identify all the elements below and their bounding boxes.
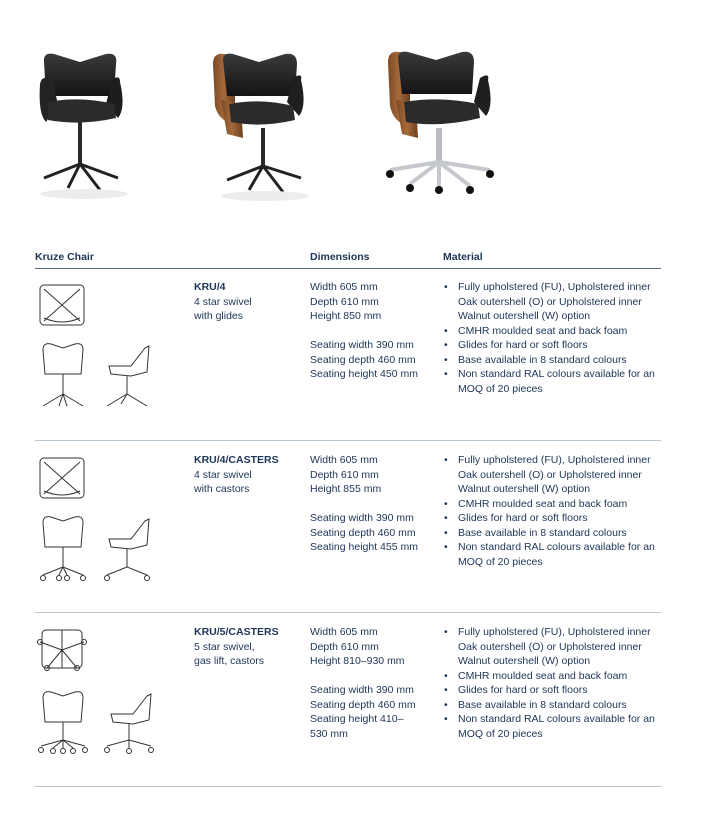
row-2-material-item: • Glides for hard or soft floors bbox=[443, 511, 665, 526]
row-2-seat-height: Seating height 455 mm bbox=[310, 541, 418, 553]
row-3-material-item: • Fully upholstered (FU), Upholstered inner Oak outershell (O) or Upholstered inner Walnut outershell (W) option bbox=[443, 625, 665, 669]
row-1-material-item: • Non standard RAL colours available for an MOQ of 20 pieces bbox=[443, 367, 665, 396]
row-2-dimensions bbox=[310, 453, 435, 555]
row-1-seat-depth: Seating depth 460 mm bbox=[310, 353, 416, 366]
row-3-desc-2: gas lift, castors bbox=[194, 655, 265, 667]
row-1-depth: Depth 610 mm bbox=[310, 295, 379, 308]
row-1-material-item: • Glides for hard or soft floors bbox=[443, 338, 665, 353]
row-3-rule bbox=[35, 786, 661, 787]
row-2-material-item: • Fully upholstered (FU), Upholstered inner Oak outershell (O) or Upholstered inner Walnut outershell (W) option bbox=[443, 453, 665, 497]
row-3-dimensions bbox=[310, 625, 435, 741]
row-1-rule bbox=[35, 440, 661, 441]
row-2-code: KRU/4/CASTERS bbox=[194, 454, 279, 466]
row-1-code: KRU/4 bbox=[194, 281, 226, 293]
row-3-seat-height-cont: 530 mm bbox=[310, 727, 348, 740]
row-1-material-item: • Base available in 8 standard colours bbox=[443, 353, 665, 368]
row-2-desc-1: 4 star swivel bbox=[194, 468, 252, 481]
row-2-width: Width 605 mm bbox=[310, 454, 378, 466]
row-3-desc-1: 5 star swivel, bbox=[194, 640, 255, 653]
header-material: Material bbox=[443, 251, 483, 263]
row-2-rule bbox=[35, 612, 661, 613]
row-2-material-item: • Non standard RAL colours available for an MOQ of 20 pieces bbox=[443, 540, 665, 569]
row-1-desc-2: with glides bbox=[194, 310, 244, 322]
row-1-dimensions bbox=[310, 280, 435, 382]
row-2-seat-width: Seating width 390 mm bbox=[310, 512, 414, 524]
row-2-material-item: • Base available in 8 standard colours bbox=[443, 526, 665, 541]
row-2-depth: Depth 610 mm bbox=[310, 468, 379, 481]
tech-drawing-kru-4 bbox=[35, 282, 165, 412]
tech-drawing-kru-5-casters bbox=[35, 626, 165, 758]
row-1-width: Width 605 mm bbox=[310, 281, 378, 293]
row-2-material-item: • CMHR moulded seat and back foam bbox=[443, 497, 665, 512]
row-2-desc-2: with castors bbox=[194, 483, 250, 495]
row-1-material-list bbox=[443, 280, 665, 396]
row-3-height: Height 810–930 mm bbox=[310, 655, 405, 667]
header-dimensions: Dimensions bbox=[310, 251, 370, 263]
row-1-seat-width: Seating width 390 mm bbox=[310, 339, 414, 351]
photo-chair-walnut-4star bbox=[205, 44, 335, 204]
row-1-material-item: • Fully upholstered (FU), Upholstered inner Oak outershell (O) or Upholstered inner Walnut outershell (W) option bbox=[443, 280, 665, 324]
row-3-material-item: • CMHR moulded seat and back foam bbox=[443, 669, 665, 684]
photo-chair-walnut-5star-castors bbox=[380, 44, 510, 204]
row-2-height: Height 855 mm bbox=[310, 483, 382, 495]
tech-drawing-kru-4-casters bbox=[35, 455, 165, 585]
row-3-material-list bbox=[443, 625, 665, 741]
row-3-model bbox=[194, 625, 279, 669]
row-3-seat-width: Seating width 390 mm bbox=[310, 684, 414, 696]
row-3-seat-depth: Seating depth 460 mm bbox=[310, 698, 416, 711]
row-3-material-item: • Glides for hard or soft floors bbox=[443, 683, 665, 698]
row-1-height: Height 850 mm bbox=[310, 310, 382, 322]
row-2-material-list bbox=[443, 453, 665, 569]
row-3-depth: Depth 610 mm bbox=[310, 640, 379, 653]
row-1-seat-height: Seating height 450 mm bbox=[310, 368, 418, 380]
photo-chair-fu-4star bbox=[30, 44, 160, 204]
row-2-model bbox=[194, 453, 279, 497]
row-3-code: KRU/5/CASTERS bbox=[194, 626, 279, 638]
header-product: Kruze Chair bbox=[35, 251, 94, 263]
row-3-width: Width 605 mm bbox=[310, 626, 378, 638]
row-2-seat-depth: Seating depth 460 mm bbox=[310, 526, 416, 539]
row-1-desc-1: 4 star swivel bbox=[194, 295, 252, 308]
header-rule bbox=[35, 268, 661, 269]
row-3-seat-height: Seating height 410– bbox=[310, 713, 404, 725]
row-1-model bbox=[194, 280, 252, 324]
row-3-material-item: • Base available in 8 standard colours bbox=[443, 698, 665, 713]
row-1-material-item: • CMHR moulded seat and back foam bbox=[443, 324, 665, 339]
row-3-material-item: • Non standard RAL colours available for an MOQ of 20 pieces bbox=[443, 712, 665, 741]
